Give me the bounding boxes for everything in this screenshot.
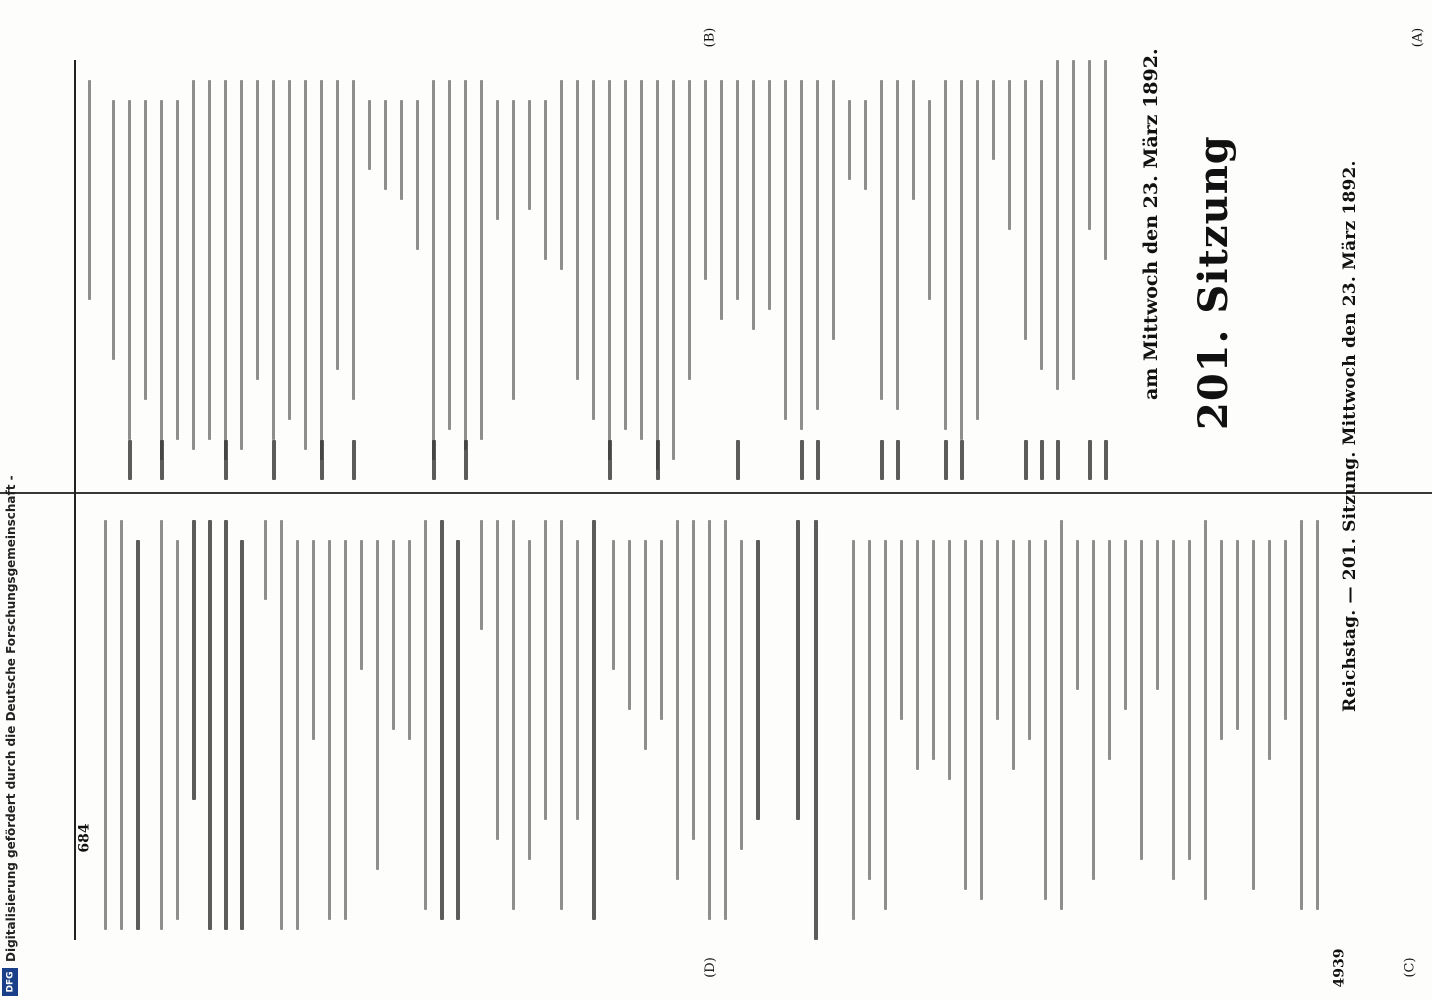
margin-mark-d: (D) (702, 957, 718, 978)
header-rule-left (74, 60, 76, 940)
margin-mark-c: (C) (1402, 957, 1418, 978)
margin-mark-a: (A) (1410, 27, 1426, 48)
margin-mark-b: (B) (702, 27, 718, 48)
page-number: 4939 (1331, 948, 1348, 988)
digitization-credit: Digitalisierung gefördert durch die Deutsche Forschungsgemeinschaft - (4, 475, 18, 962)
session-title: 201. Sitzung (1190, 135, 1237, 430)
dfg-logo: DFG (2, 968, 18, 996)
session-subtitle: am Mittwoch den 23. März 1892. (1140, 48, 1162, 400)
running-title: Reichstag. — 201. Sitzung. Mittwoch den 23. März 1892. (1340, 160, 1360, 712)
header-rule-top (0, 492, 1432, 494)
bottom-page-number: 684 (76, 823, 93, 853)
